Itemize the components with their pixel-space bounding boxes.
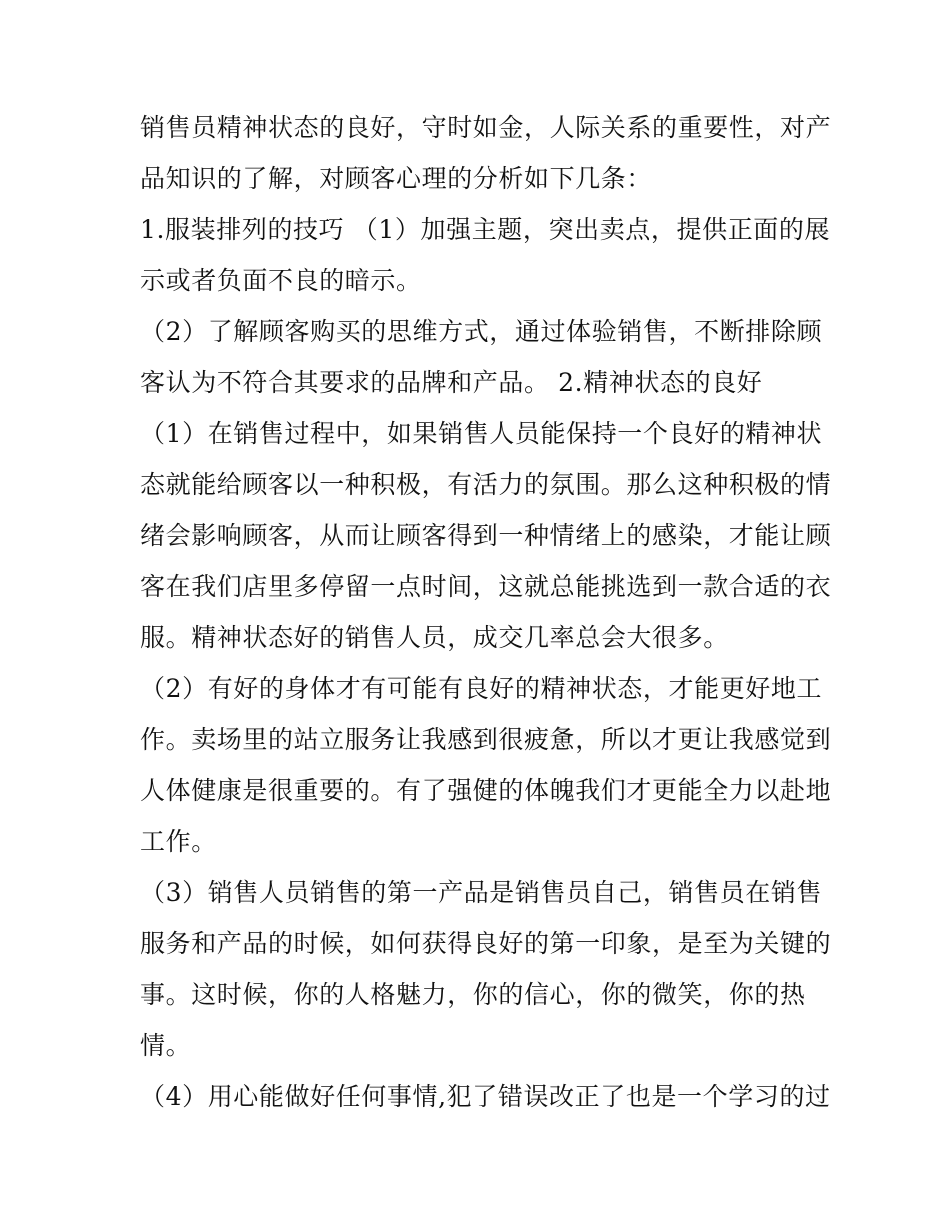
text-line: 示或者负面不良的暗示。 bbox=[140, 266, 422, 295]
text-line: 1.服装排列的技巧 （1）加强主题，突出卖点，提供正面的展 bbox=[140, 215, 831, 244]
text-line: 态就能给顾客以一种积极，有活力的氛围。那么这种积极的情 bbox=[140, 470, 832, 499]
text-line: （3）销售人员销售的第一产品是销售员自己，销售员在销售 bbox=[140, 878, 823, 907]
text-line: 工作。 bbox=[140, 827, 217, 856]
text-line: 人体健康是很重要的。有了强健的体魄我们才更能全力以赴地 bbox=[140, 776, 832, 805]
text-line: （1）在销售过程中，如果销售人员能保持一个良好的精神状 bbox=[140, 419, 823, 448]
text-line: （2）有好的身体才有可能有良好的精神状态，才能更好地工 bbox=[140, 674, 823, 703]
document-body bbox=[140, 102, 832, 1122]
text-line: 事。这时候，你的人格魅力，你的信心，你的微笑，你的热 bbox=[140, 980, 806, 1009]
text-line: 绪会影响顾客，从而让顾客得到一种情绪上的感染，才能让顾 bbox=[140, 521, 832, 550]
text-line: （2）了解顾客购买的思维方式，通过体验销售，不断排除顾 bbox=[140, 317, 823, 346]
text-line: 服务和产品的时候，如何获得良好的第一印象，是至为关键的 bbox=[140, 929, 832, 958]
text-line: 销售员精神状态的良好，守时如金，人际关系的重要性，对产 bbox=[140, 113, 832, 142]
text-line: 客认为不符合其要求的品牌和产品。 2.精神状态的良好 bbox=[140, 368, 763, 397]
text-line: 情。 bbox=[140, 1031, 192, 1060]
text-line: 服。精神状态好的销售人员，成交几率总会大很多。 bbox=[140, 623, 729, 652]
text-line: 品知识的了解，对顾客心理的分析如下几条： bbox=[140, 164, 653, 193]
text-line: 客在我们店里多停留一点时间，这就总能挑选到一款合适的衣 bbox=[140, 572, 832, 601]
text-line: （4）用心能做好任何事情,犯了错误改正了也是一个学习的过 bbox=[140, 1082, 831, 1111]
text-line: 作。卖场里的站立服务让我感到很疲惫，所以才更让我感觉到 bbox=[140, 725, 832, 754]
